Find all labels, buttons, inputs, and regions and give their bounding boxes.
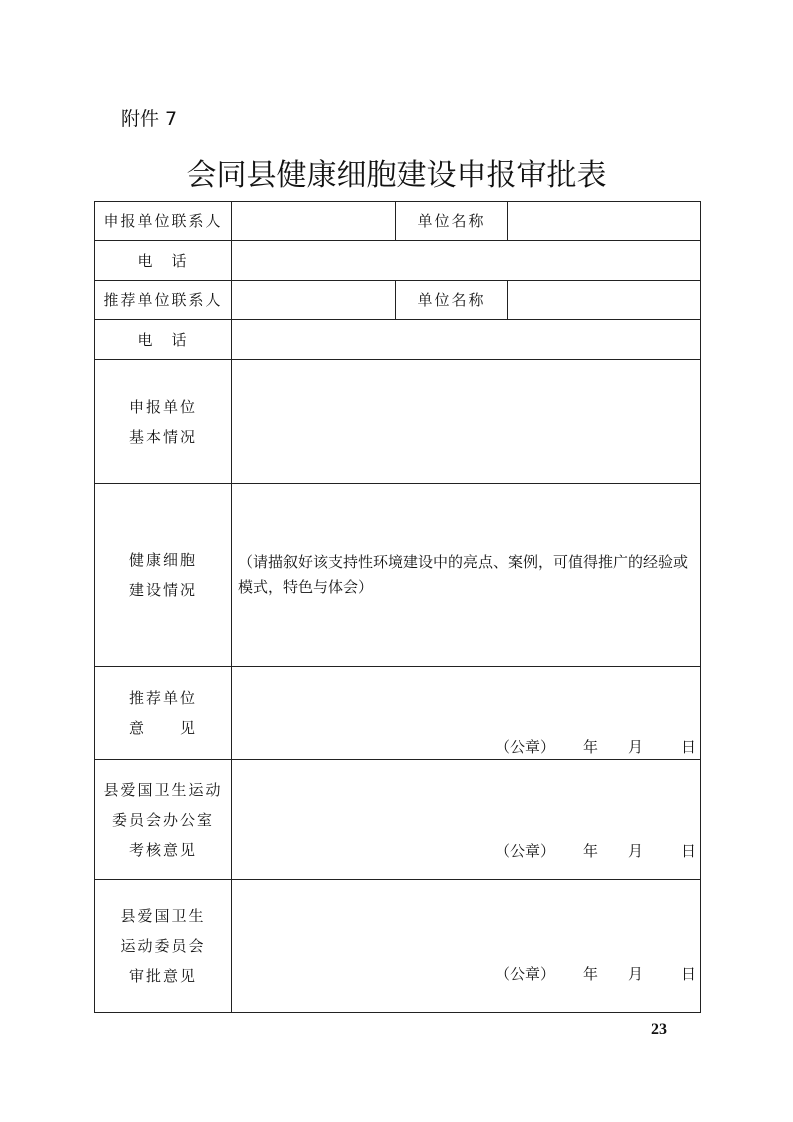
row-applicant-contact — [95, 202, 701, 241]
office-opinion-line1: 县爱国卫生运动 — [103, 780, 223, 799]
recommender-contact-field[interactable] — [232, 281, 396, 320]
recommender-opinion-label — [95, 667, 232, 760]
health-cell-field[interactable] — [232, 484, 701, 667]
page-title: 会同县健康细胞建设申报审批表 — [186, 158, 607, 193]
unit-name-label: 单位名称 — [396, 202, 508, 241]
stamp-text: （公章） — [494, 965, 555, 983]
recommender-phone-field[interactable] — [232, 320, 701, 360]
phone-label: 电 话 — [95, 241, 232, 281]
row-committee-opinion — [95, 880, 701, 1013]
office-opinion-line3: 考核意见 — [128, 840, 197, 859]
year-text: 年 — [582, 842, 598, 860]
stamp-text: （公章） — [494, 738, 555, 756]
office-opinion-field[interactable] — [232, 760, 701, 880]
recommender-opinion-line2: 意 见 — [128, 719, 197, 737]
approval-form-table — [94, 201, 701, 1013]
recommender-opinion-field[interactable] — [232, 667, 701, 760]
year-text: 年 — [582, 965, 598, 983]
row-health-cell — [95, 484, 701, 667]
recommender-stamp-line — [495, 736, 696, 757]
page-number: 23 — [651, 1021, 667, 1038]
office-stamp-line — [495, 840, 696, 861]
year-text: 年 — [582, 738, 598, 756]
applicant-contact-label: 申报单位联系人 — [95, 202, 232, 241]
office-opinion-label — [95, 760, 232, 880]
row-applicant-basic — [95, 360, 701, 484]
committee-opinion-line2: 运动委员会 — [120, 937, 206, 955]
applicant-basic-line2: 基本情况 — [128, 427, 197, 446]
health-cell-line2: 建设情况 — [128, 581, 197, 599]
committee-opinion-line1: 县爱国卫生 — [120, 907, 206, 925]
recommender-unit-name-label: 单位名称 — [396, 281, 508, 320]
committee-stamp-line — [495, 963, 696, 984]
health-cell-label — [95, 484, 232, 667]
recommender-contact-label: 推荐单位联系人 — [95, 281, 232, 320]
applicant-basic-field[interactable] — [232, 360, 701, 484]
health-cell-hint: （请描叙好该支持性环境建设中的亮点、案例，可值得推广的经验或模式，特色与体会） — [238, 553, 689, 596]
applicant-basic-label — [95, 360, 232, 484]
committee-opinion-label — [95, 880, 232, 1013]
day-text: 日 — [680, 738, 696, 756]
committee-opinion-field[interactable] — [232, 880, 701, 1013]
row-applicant-phone — [95, 241, 701, 281]
stamp-text: （公章） — [494, 842, 555, 860]
recommender-opinion-line1: 推荐单位 — [128, 689, 197, 707]
recommender-unit-name-field[interactable] — [508, 281, 701, 320]
attachment-label: 附件 7 — [121, 108, 178, 130]
month-text: 月 — [627, 738, 643, 756]
day-text: 日 — [680, 965, 696, 983]
applicant-basic-line1: 申报单位 — [128, 397, 197, 416]
recommender-phone-label: 电 话 — [95, 320, 232, 360]
row-office-opinion — [95, 760, 701, 880]
office-opinion-line2: 委员会办公室 — [111, 810, 214, 829]
health-cell-line1: 健康细胞 — [128, 551, 197, 569]
applicant-phone-field[interactable] — [232, 241, 701, 281]
applicant-contact-field[interactable] — [232, 202, 396, 241]
day-text: 日 — [680, 842, 696, 860]
committee-opinion-line3: 审批意见 — [128, 967, 197, 985]
row-recommender-phone — [95, 320, 701, 360]
month-text: 月 — [627, 965, 643, 983]
row-recommender-opinion — [95, 667, 701, 760]
row-recommender-contact — [95, 281, 701, 320]
unit-name-field[interactable] — [508, 202, 701, 241]
month-text: 月 — [627, 842, 643, 860]
